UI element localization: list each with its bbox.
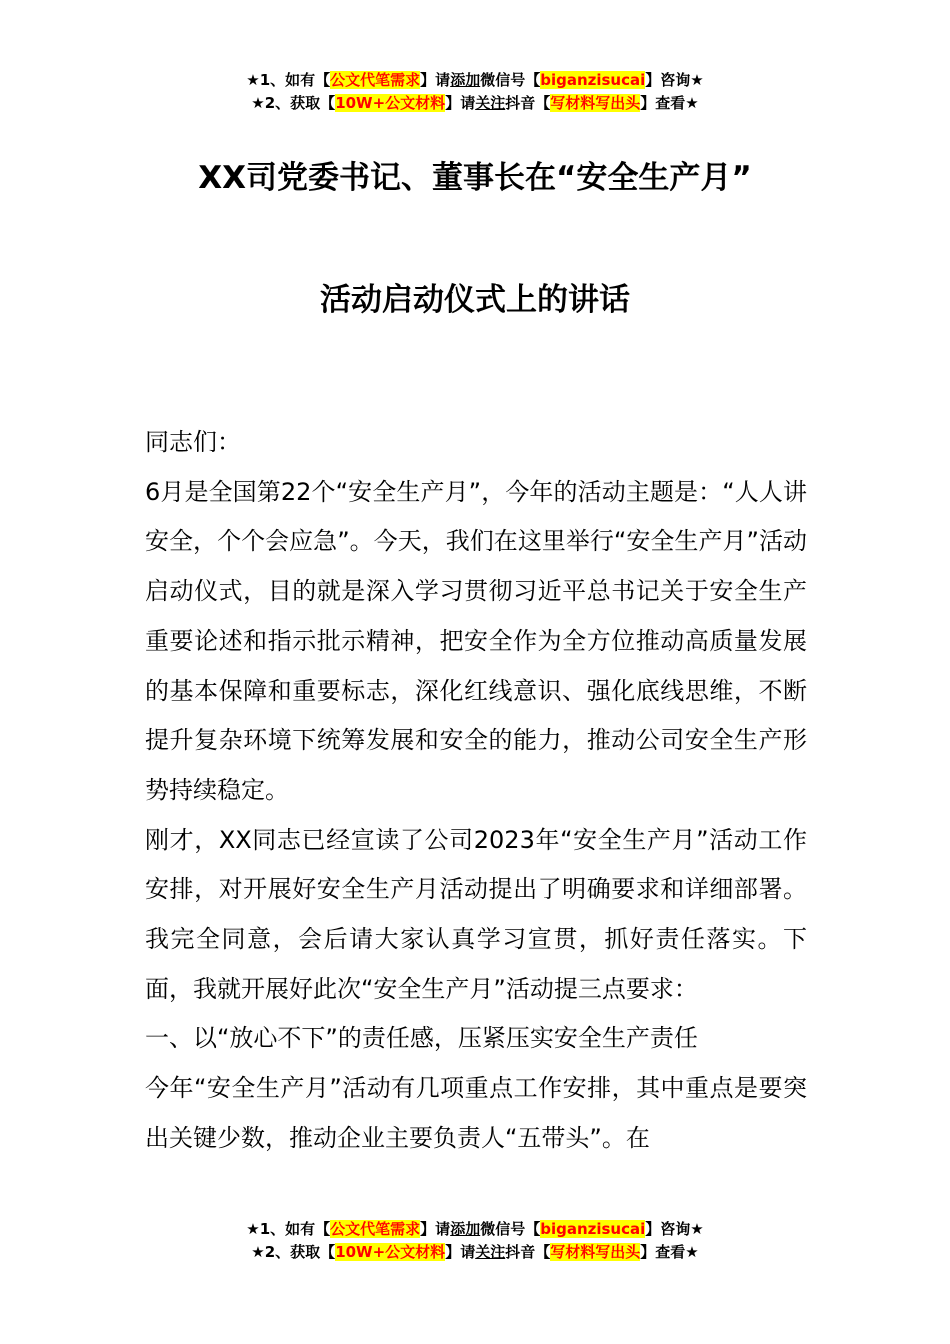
promo-text: 抖音【 [505, 94, 551, 112]
promo-text: 微信号【 [480, 1220, 541, 1238]
promo-underline: 添加 [450, 71, 481, 89]
promo-wechat-id: biganzisucai [540, 1220, 646, 1238]
document-body [145, 418, 807, 1164]
promo-text: 抖音【 [505, 1243, 551, 1261]
promo-underline: 关注 [475, 94, 506, 112]
promo-banner-bottom [0, 1218, 950, 1264]
salutation: 同志们： [145, 428, 241, 456]
document-title-line-1: XX司党委书记、董事长在“安全生产月” [198, 160, 752, 196]
promo-banner-top [0, 69, 950, 115]
promo-text: 】请 [445, 94, 476, 112]
promo-highlight: 10W+公文材料 [335, 94, 446, 112]
promo-text: 微信号【 [480, 71, 541, 89]
promo-line-2 [0, 1241, 950, 1264]
promo-text: ★1、如有【 [246, 1220, 331, 1238]
promo-line-1 [0, 1218, 950, 1241]
promo-text: ★1、如有【 [246, 71, 331, 89]
paragraph-1: 6月是全国第22个“安全生产月”，今年的活动主题是：“人人讲安全，个个会应急”。今天，我们在这里举行“安全生产月”活动启动仪式，目的就是深入学习贯彻习近平总书记关于安全生产重要论述和指示批示精神，把安全作为全方位推动高质量发展的基本保障和重要标志，深化红线意识、强化底线思维，不断提升复杂环境下统筹发展和安全的能力，推动公司安全生产形势持续稳定。 [145, 477, 807, 804]
paragraph-2: 刚才，XX同志已经宣读了公司2023年“安全生产月”活动工作安排，对开展好安全生产月活动提出了明确要求和详细部署。我完全同意，会后请大家认真学习宣贯，抓好责任落实。下面，我就开展好此次“安全生产月”活动提三点要求： [145, 825, 807, 1003]
promo-highlight: 10W+公文材料 [335, 1243, 446, 1261]
paragraph-3: 今年“安全生产月”活动有几项重点工作安排，其中重点是要突出关键少数，推动企业主要负责人“五带头”。在 [145, 1074, 807, 1152]
promo-line-2 [0, 92, 950, 115]
promo-text: ★2、获取【 [251, 94, 336, 112]
promo-highlight: 公文代笔需求 [330, 71, 421, 89]
promo-underline: 关注 [475, 1243, 506, 1261]
promo-text: 】咨询★ [645, 71, 704, 89]
promo-text: 】请 [445, 1243, 476, 1261]
promo-text: 】查看★ [640, 94, 699, 112]
section-heading-1: 一、以“放心不下”的责任感，压紧压实安全生产责任 [145, 1024, 698, 1053]
document-title-line-2: 活动启动仪式上的讲话 [320, 282, 630, 318]
promo-text: 】咨询★ [645, 1220, 704, 1238]
promo-wechat-id: biganzisucai [540, 71, 646, 89]
promo-text: 】请 [420, 1220, 451, 1238]
promo-highlight: 公文代笔需求 [330, 1220, 421, 1238]
promo-text: ★2、获取【 [251, 1243, 336, 1261]
promo-underline: 添加 [450, 1220, 481, 1238]
promo-text: 】查看★ [640, 1243, 699, 1261]
promo-douyin-id: 写材料写出头 [550, 94, 641, 112]
promo-text: 】请 [420, 71, 451, 89]
promo-douyin-id: 写材料写出头 [550, 1243, 641, 1261]
promo-line-1 [0, 69, 950, 92]
